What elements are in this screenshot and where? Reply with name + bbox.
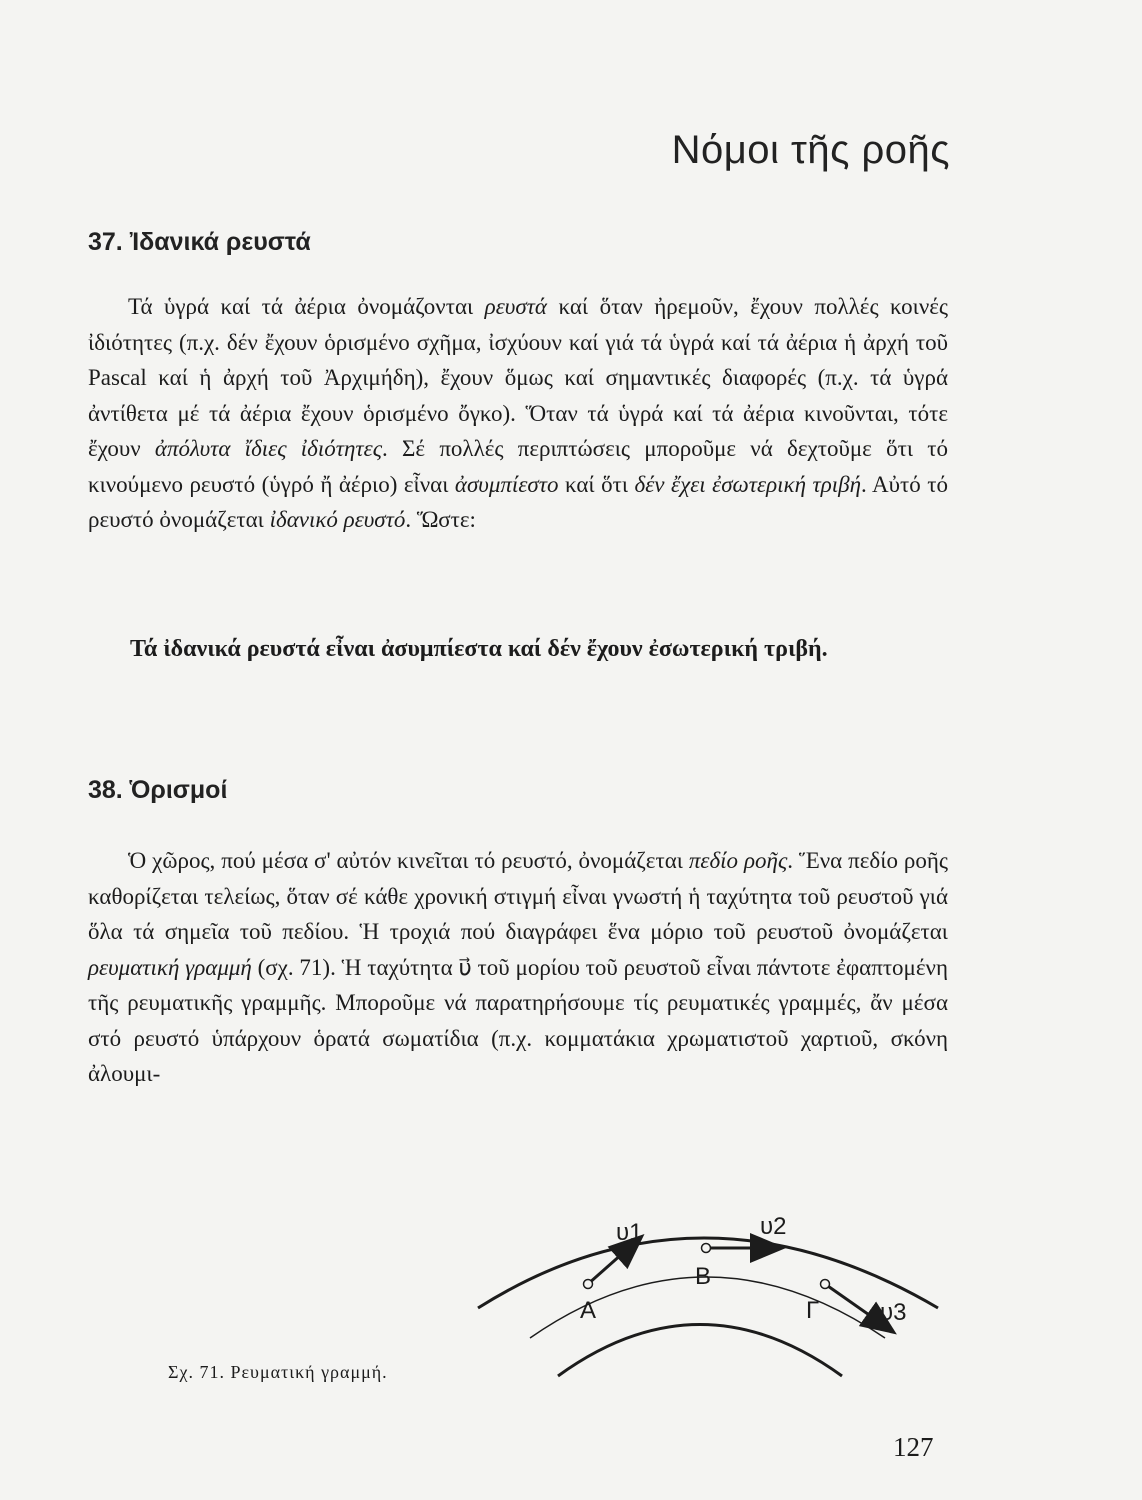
label-point-b: B: [695, 1263, 712, 1290]
label-point-g: Γ: [806, 1297, 820, 1324]
label-v3: υ3: [880, 1299, 907, 1326]
section-37-heading: 37. Ἰδανικά ρευστά: [88, 228, 311, 256]
inner-boundary-curve: [558, 1325, 842, 1377]
section-38-text: Ὁ χῶρος, πού μέσα σ' αὐτόν κινεῖται τό ρευστό, ὀνομάζεται πεδίο ροῆς. Ἕνα πεδίο ροῆς καθορίζεται τελείως, ὅταν σέ κάθε χρονική στιγμή εἶναι γνωστή ἡ ταχύτητα τοῦ ρευστοῦ γιά ὅλα τά σημεῖα τοῦ πεδίου. Ἡ τροχιά πού διαγράφει ἕνα μόριο τοῦ ρευστοῦ ὀνομάζεται ρευματική γραμμή (σχ. 71). Ἡ ταχύτητα υ⃗ τοῦ μορίου τοῦ ρευστοῦ εἶναι πάντοτε ἐφαπτομένη τῆς ρευματικῆς γραμμῆς. Μποροῦμε νά παρατηρήσουμε τίς ρευματικές γραμμές, ἄν μέσα στό ρευστό ὑπάρχουν ὁρατά σωματίδια (π.χ. κομματάκια χρωματιστοῦ χαρτιοῦ, σκόνη ἀλουμι-: [88, 848, 948, 1086]
label-v2: υ2: [760, 1213, 787, 1240]
point-g-marker: [821, 1280, 830, 1289]
label-v1: υ1: [616, 1219, 643, 1246]
label-point-a: A: [580, 1297, 597, 1324]
page-number: 127: [893, 1432, 934, 1462]
ideal-fluid-definition: Τά ἰδανικά ρευστά εἶναι ἀσυμπίεστα καί δέν ἔχουν ἐσωτερική τριβή.: [130, 636, 828, 662]
point-a-marker: [584, 1280, 593, 1289]
section-37-text: Τά ὑγρά καί τά ἀέρια ὀνομάζονται ρευστά καί ὅταν ἠρεμοῦν, ἔχουν πολλές κοινές ἰδιότητες (π.χ. δέν ἔχουν ὁρισμένο σχῆμα, ἰσχύουν καί γιά τά ὑγρά καί τά ἀέρια ἡ ἀρχή τοῦ Pascal καί ἡ ἀρχή τοῦ Ἀρχιμήδη), ἔχουν ὅμως καί σημαντικές διαφορές (π.χ. τά ὑγρά ἀντίθετα μέ τά ἀέρια ἔχουν ὁρισμένο ὄγκο). Ὅταν τά ὑγρά καί τά ἀέρια κινοῦνται, τότε ἔχουν ἀπόλυτα ἴδιες ἰδιότητες. Σέ πολλές περιπτώσεις μποροῦμε νά δεχτοῦμε ὅτι τό κινούμενο ρευστό (ὑγρό ἤ ἀέριο) εἶναι ἀσυμπίεστο καί ὅτι δέν ἔχει ἐσωτερική τριβή. Αὐτό τό ρευστό ὀνομάζεται ἰδανικό ρευστό. Ὥστε:: [88, 294, 948, 532]
section-37-paragraph: [88, 289, 948, 538]
point-b-marker: [702, 1244, 711, 1253]
chapter-title: Νόμοι τῆς ροῆς: [671, 128, 950, 172]
streamline-figure: [470, 1213, 950, 1378]
section-38-paragraph: [88, 843, 948, 1092]
section-38-heading: 38. Ὁρισμοί: [88, 776, 228, 804]
figure-caption: Σχ. 71. Ρευματική γραμμή.: [168, 1362, 388, 1382]
velocity-vector-symbol: υ⃗: [458, 954, 472, 980]
